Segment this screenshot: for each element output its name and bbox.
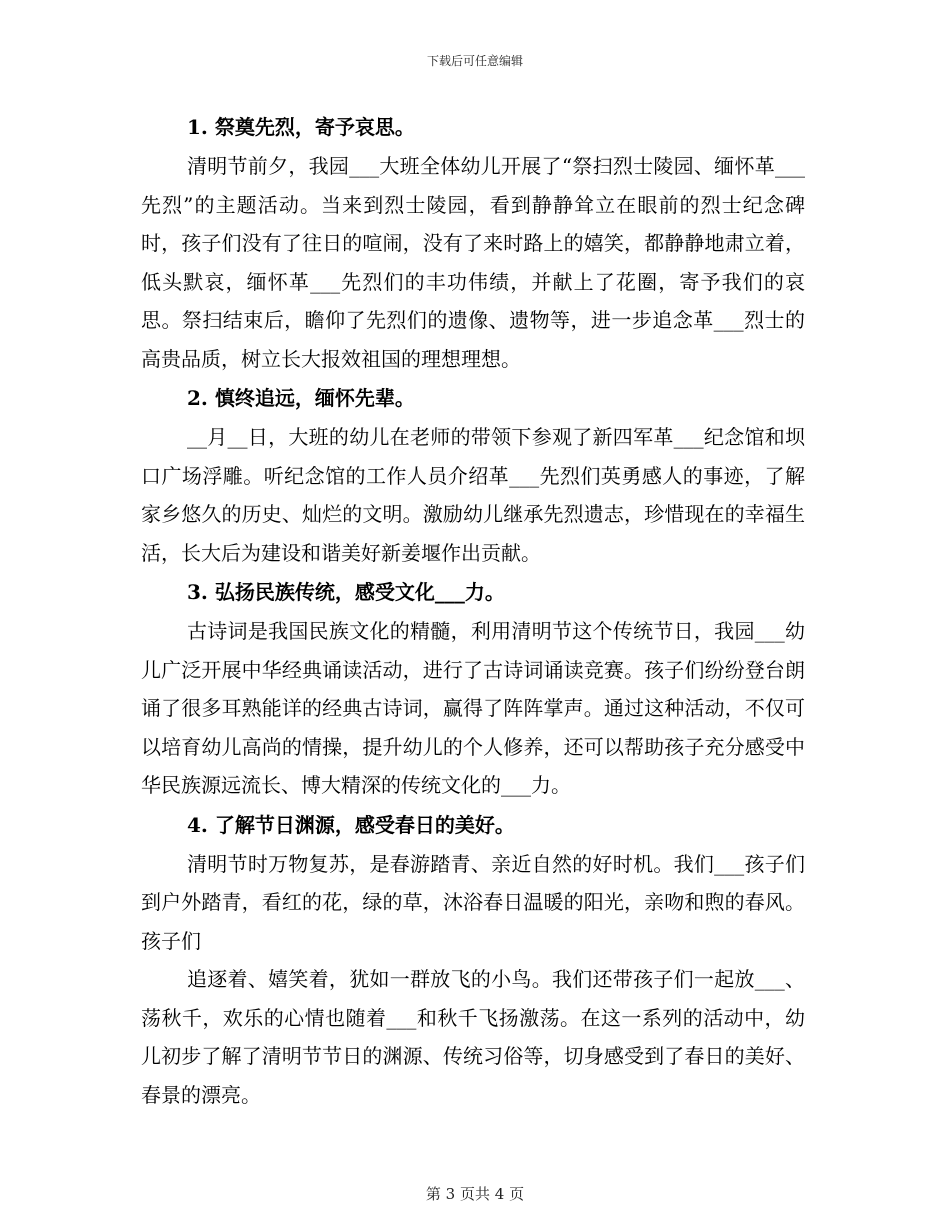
section-2-heading: 2. 慎终追远，缅怀先辈。	[187, 386, 415, 410]
section-1-heading: 1. 祭奠先烈，寄予哀思。	[187, 115, 415, 139]
document-body	[141, 107, 805, 1114]
page-header: 下载后可任意编辑	[426, 54, 523, 68]
section-4-paragraph-1: 清明节时万物复苏，是春游踏青、亲近自然的好时机。我们___孩子们到户外踏青，看红的花，绿的草，沐浴春日温暖的阳光，亲吻和煦的春风。孩子们	[141, 851, 805, 953]
section-3-heading: 3. 弘扬民族传统，感受文化___力。	[187, 580, 505, 604]
section-2-paragraph-1: __月__日，大班的幼儿在老师的带领下参观了新四军革___纪念馆和坝口广场浮雕。听纪念馆的工作人员介绍革___先烈们英勇感人的事迹，了解家乡悠久的历史、灿烂的文明。激励幼儿继承先烈遗志，珍惜现在的幸福生活，长大后为建设和谐美好新姜堰作出贡献。	[141, 425, 805, 565]
page-number-footer: 第 3 页共 4 页	[425, 1185, 525, 1203]
section-1-paragraph-1: 清明节前夕，我园___大班全体幼儿开展了“祭扫烈士陵园、缅怀革___先烈”的主题活动。当来到烈士陵园，看到静静耸立在眼前的烈士纪念碑时，孩子们没有了往日的喧闹，没有了来时路上的嬉笑，都静静地肃立着，低头默哀，缅怀革___先烈们的丰功伟绩，并献上了花圈，寄予我们的哀思。祭扫结束后，瞻仰了先烈们的遗像、遗物等，进一步追念革___烈士的高贵品质，树立长大报效祖国的理想理想。	[141, 154, 805, 371]
section-4-paragraph-2: 追逐着、嬉笑着，犹如一群放飞的小鸟。我们还带孩子们一起放___、荡秋千，欢乐的心情也随着___和秋千飞扬激荡。在这一系列的活动中，幼儿初步了解了清明节节日的渊源、传统习俗等，切身感受到了春日的美好、春景的漂亮。	[141, 967, 805, 1107]
section-3-paragraph-1: 古诗词是我国民族文化的精髓，利用清明节这个传统节日，我园___幼儿广泛开展中华经典诵读活动，进行了古诗词诵读竞赛。孩子们纷纷登台朗诵了很多耳熟能详的经典古诗词，赢得了阵阵掌声。通过这种活动，不仅可以培育幼儿高尚的情操，提升幼儿的个人修养，还可以帮助孩子充分感受中华民族源远流长、博大精深的传统文化的___力。	[141, 619, 805, 797]
section-4-heading: 4. 了解节日渊源，感受春日的美好。	[187, 812, 515, 837]
